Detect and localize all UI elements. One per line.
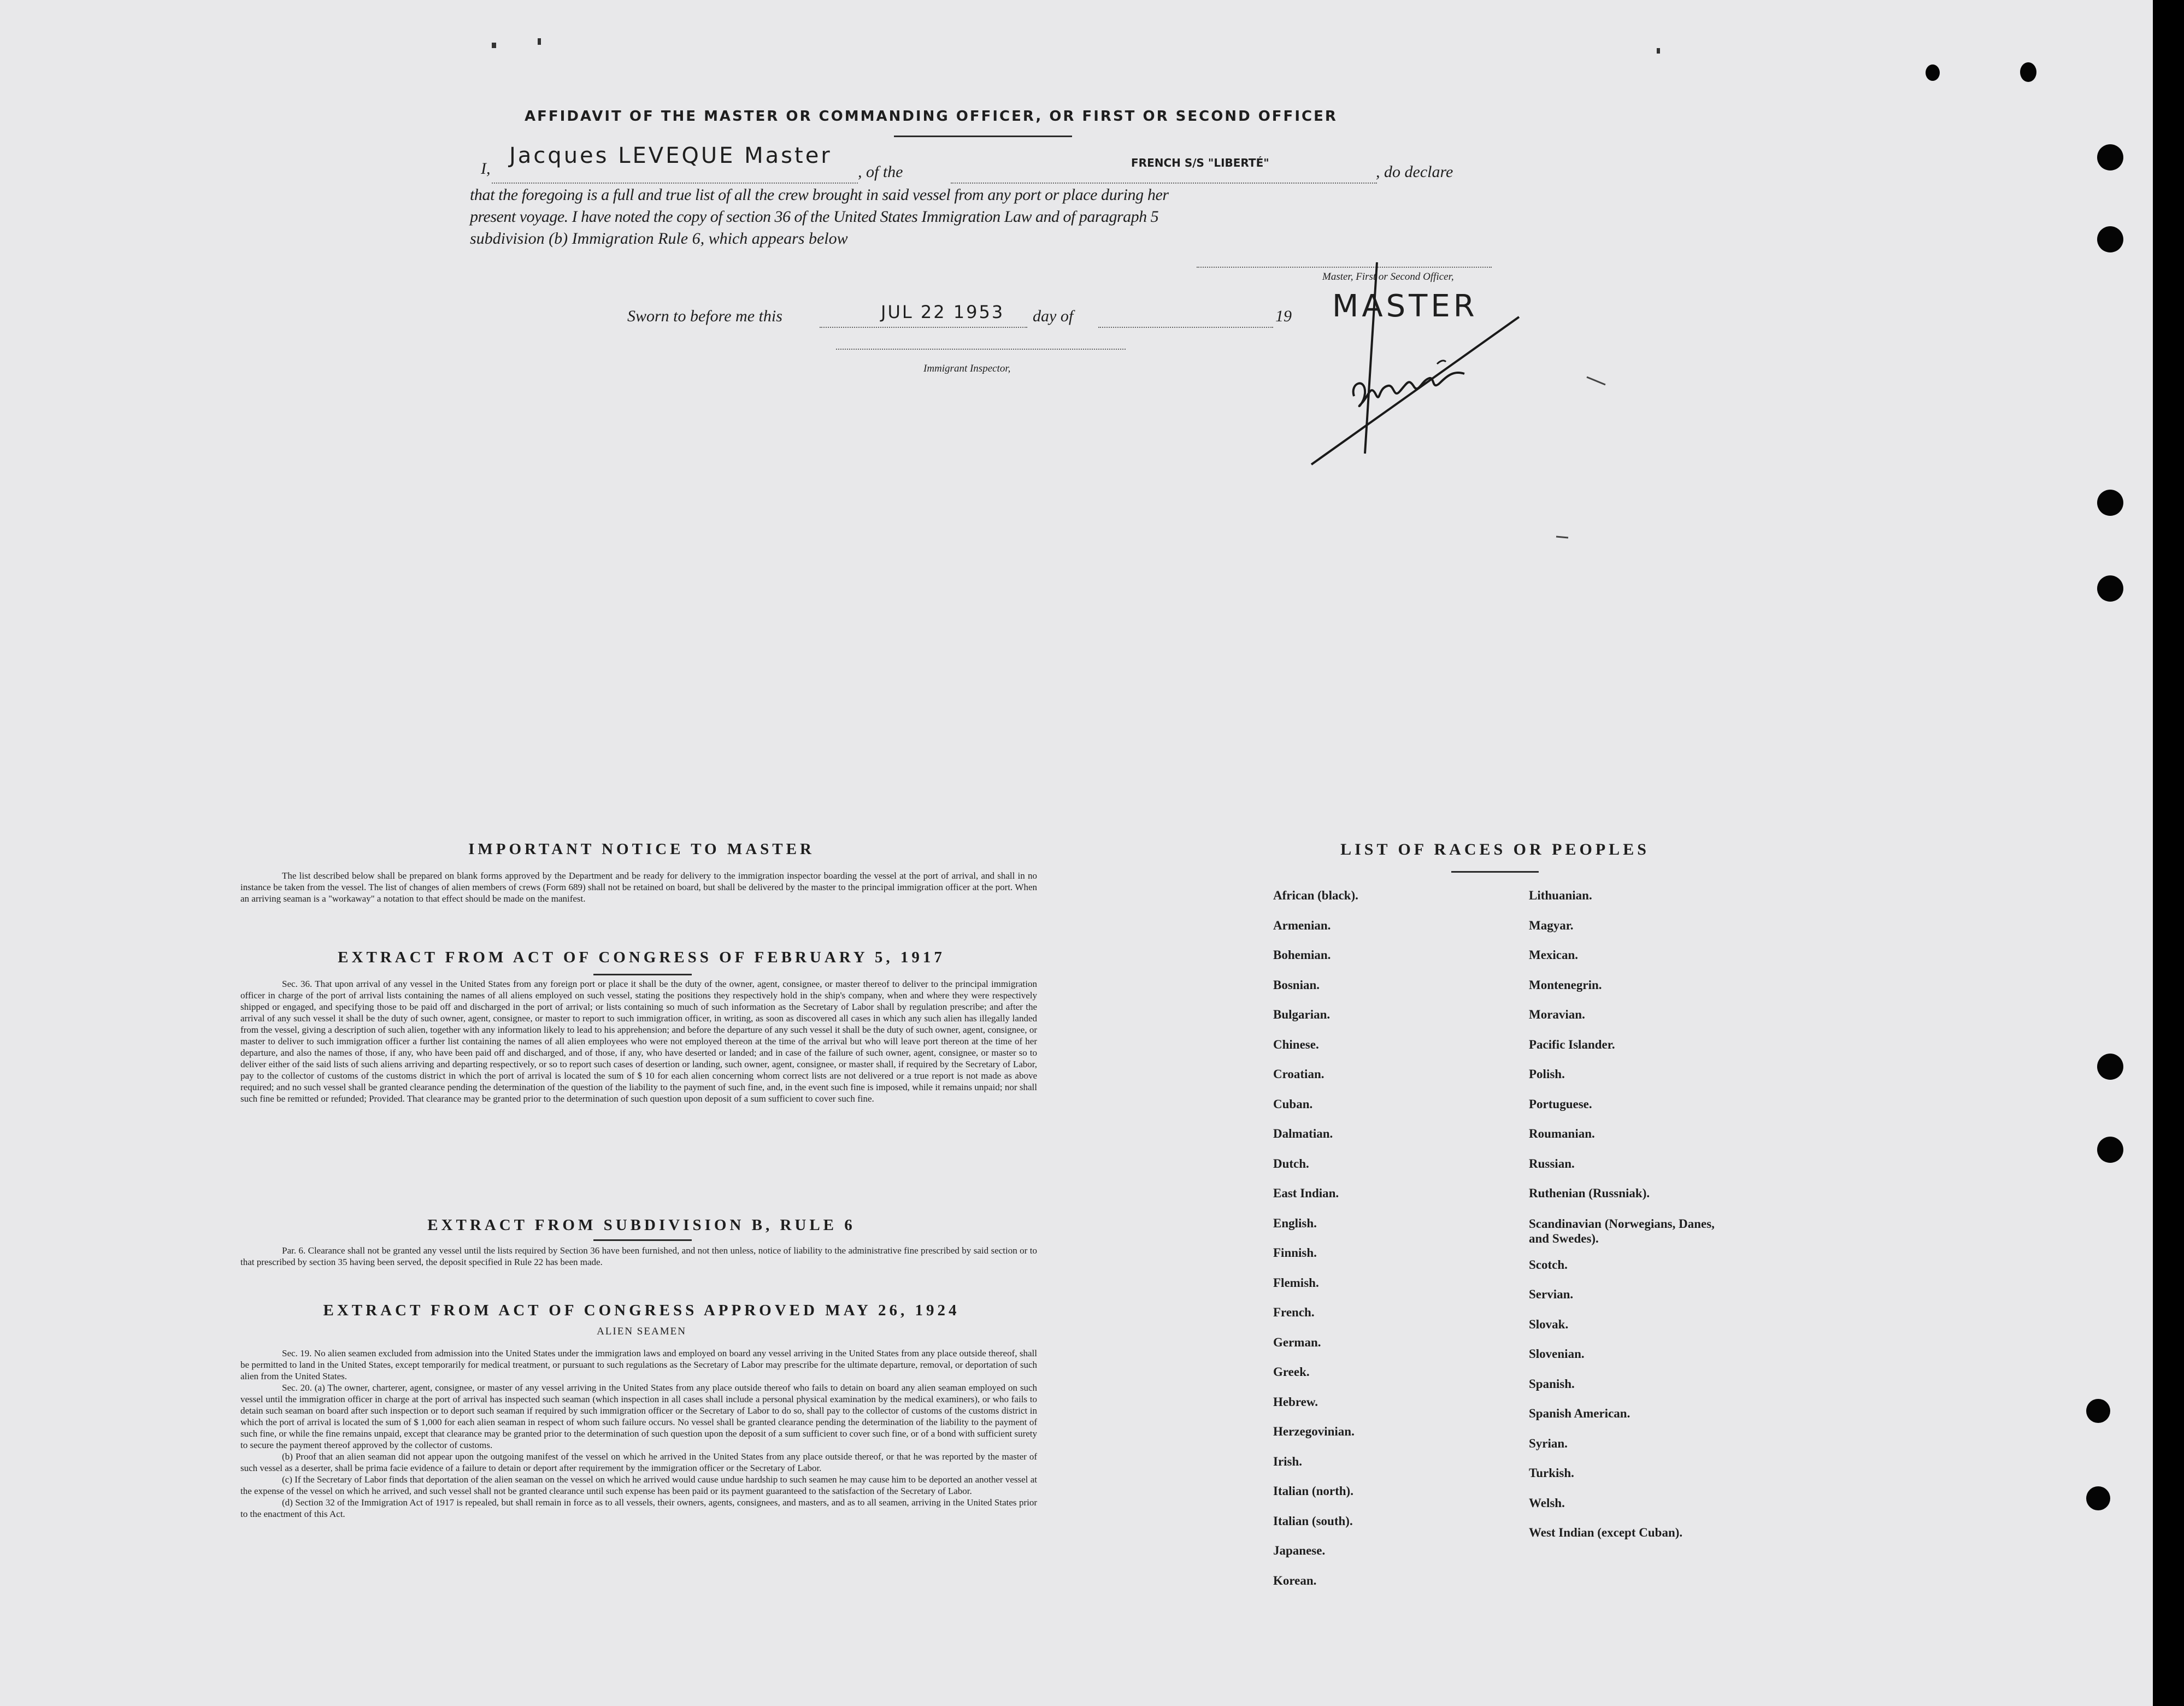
section-20c-paragraph: (c) If the Secretary of Labor finds that deportation of the alien seaman on the vessel on which he arrived would cause undue hardship to such seamen he may cause him to be deported an another vessel at the expense of the vessel on which he arrived, and such vessel shall not be granted clearance until such expense has been paid or its payment guaranteed to the satisfaction of the Secretary of Labor. xyxy=(240,1474,1037,1496)
race-entry: Bosnian. xyxy=(1273,978,1320,992)
extract-1917-rule xyxy=(593,974,692,975)
rule6-body: Par. 6. Clearance shall not be granted any vessel until the lists required by Section 36 have been furnished, and not then unless, notice of liability to the administrative fine prescribed by said section or to that prescribed by section 35 having been served, the deposit specified in Rule 22 has been made. xyxy=(240,1245,1037,1267)
race-entry: Cuban. xyxy=(1273,1097,1313,1111)
affidavit-line-3: present voyage. I have noted the copy of section 36 of the United States Immigration Law and of paragraph 5 xyxy=(470,208,1159,226)
alien-seamen-subtitle: ALIEN SEAMEN xyxy=(597,1326,686,1337)
race-entry: Scotch. xyxy=(1529,1257,1568,1272)
race-entry: Servian. xyxy=(1529,1287,1574,1301)
race-entry: African (black). xyxy=(1273,889,1358,902)
race-entry: Scandinavian (Norwegians, Danes, and Swedes). xyxy=(1529,1216,1715,1245)
affidavit-line-2: that the foregoing is a full and true list of all the crew brought in said vessel from any port or place during her xyxy=(470,186,1169,204)
race-entry: Greek. xyxy=(1273,1365,1310,1379)
race-entry: English. xyxy=(1273,1216,1317,1230)
captain-signature xyxy=(1300,257,1530,475)
race-entry: French. xyxy=(1273,1305,1315,1319)
race-entry: Syrian. xyxy=(1529,1436,1568,1450)
race-entry: Russian. xyxy=(1529,1156,1575,1170)
inspector-caption: Immigrant Inspector, xyxy=(923,363,1011,374)
punch-hole xyxy=(2097,490,2123,516)
speck xyxy=(492,43,496,48)
punch-hole xyxy=(2086,1399,2110,1423)
punch-hole xyxy=(2097,1137,2123,1163)
race-entry: Finnish. xyxy=(1273,1246,1317,1260)
sworn-label: Sworn to before me this xyxy=(627,307,782,325)
race-entry: Slovak. xyxy=(1529,1317,1569,1331)
declarant-prefix: I, xyxy=(481,160,491,178)
race-entry: Italian (south). xyxy=(1273,1514,1353,1528)
race-entry: Hebrew. xyxy=(1273,1395,1318,1409)
race-entry: Polish. xyxy=(1529,1067,1565,1081)
affidavit-line-4: subdivision (b) Immigration Rule 6, which appears below xyxy=(470,230,848,248)
race-entry: Chinese. xyxy=(1273,1037,1319,1051)
date-line xyxy=(820,327,1027,328)
race-entry: Bulgarian. xyxy=(1273,1008,1331,1021)
race-entry: Moravian. xyxy=(1529,1008,1585,1021)
races-title: LIST OF RACES OR PEOPLES xyxy=(1340,840,1650,858)
race-entry: Flemish. xyxy=(1273,1275,1319,1290)
race-entry: Italian (north). xyxy=(1273,1484,1353,1498)
declarant-line xyxy=(492,183,858,184)
race-entry: Turkish. xyxy=(1529,1466,1574,1480)
race-entry: Spanish. xyxy=(1529,1376,1575,1391)
extract-1924-body xyxy=(240,1348,1037,1520)
race-entry: Slovenian. xyxy=(1529,1347,1585,1361)
race-entry: Roumanian. xyxy=(1529,1127,1595,1140)
race-entry: Pacific Islander. xyxy=(1529,1037,1615,1051)
race-entry: Armenian. xyxy=(1273,918,1331,932)
race-entry: Welsh. xyxy=(1529,1496,1565,1510)
race-entry: Lithuanian. xyxy=(1529,889,1592,902)
do-declare-label: , do declare xyxy=(1376,163,1453,181)
punch-hole xyxy=(2020,62,2036,82)
section-20d-paragraph: (d) Section 32 of the Immigration Act of 1917 is repealed, but shall remain in force as to all vessels, their owners, agents, consignees, and masters, and as to all seamen, arriving in the United States prior to the enactment of this Act. xyxy=(240,1497,1037,1519)
punch-hole xyxy=(2097,1054,2123,1080)
speck xyxy=(1657,48,1660,54)
races-rule xyxy=(1451,871,1539,873)
affidavit-title: AFFIDAVIT OF THE MASTER OR COMMANDING OFFICER, OR FIRST OR SECOND OFFICER xyxy=(525,108,1338,125)
race-entry: Croatian. xyxy=(1273,1067,1324,1081)
races-right-column xyxy=(1529,889,1715,1556)
day-of-label: day of xyxy=(1033,307,1074,325)
extract-1917-title: EXTRACT FROM ACT OF CONGRESS OF FEBRUARY 5, 1917 xyxy=(338,949,945,966)
title-rule xyxy=(894,136,1072,137)
extract-1917-body: Sec. 36. That upon arrival of any vessel in the United States from any foreign port or place it shall be the duty of the owner, agent, consignee, or master thereof to deliver to the principal immigration officer in charge of the port of arrival lists containing the names of all aliens employed on such vessel, stating the positions they respectively hold in the ship's company, when and where they were respectively shipped or engaged, and specifying those to be paid off and discharged in the port of arrival; or lists containing so much of such information as the Secretary of Labor shall by regulation prescribe; and after the arrival of any such vessel it shall be the duty of such owner, agent, consignee, or master to report to such immigration officer, in writing, as soon as discovered all cases in which any such alien has illegally landed from the vessel, giving a description of such alien, together with any information likely to lead to his apprehension; and before the departure of any such vessel it shall be the duty of such owner, agent, consignee, or master to deliver to such immigration officer a further list containing the names of all alien employees who were not employed thereon at the time of the arrival but who will leave port thereon at the time of her departure, and also the names of those, if any, who have been paid off and discharged, and of those, if any, who have deserted or landed; and in case of the failure of such owner, agent, consignee, or master so to deliver either of the said lists of such aliens arriving and departing respectively, or so to report such cases of desertion or landing, such owner, agent, consignee, or master shall, if required by the Secretary of Labor, pay to the collector of customs of the customs district in which the port of arrival is located the sum of $ 10 for each alien concerning whom correct lists are not delivered or a true report is not made as above required; and no such vessel shall be granted clearance pending the determination of the question of the liability to the payment of such fine, and, in the event such fine is imposed, while it remains unpaid; nor shall such fine be remitted or refunded; Provided. That clearance may be granted prior to the determination of such question upon deposit of a sum sufficient to cover such fine. xyxy=(240,979,1037,1104)
race-entry: Irish. xyxy=(1273,1454,1303,1468)
race-entry: East Indian. xyxy=(1273,1186,1339,1200)
section-19-paragraph: Sec. 19. No alien seamen excluded from admission into the United States under the immigration laws and employed on board any vessel arriving in the United States from any place outside thereof, shall be permitted to land in the United States, except temporarily for medical treatment, or pursuant to such regulations as the Secretary of Labor may prescribe for the ultimate departure, removal, or deportation of such alien from the United States. xyxy=(240,1348,1037,1381)
punch-hole xyxy=(2097,226,2123,252)
of-the-label: , of the xyxy=(858,163,903,181)
speck xyxy=(538,38,541,45)
race-entry: Mexican. xyxy=(1529,948,1579,962)
race-entry: Japanese. xyxy=(1273,1544,1326,1557)
day-line xyxy=(1098,327,1273,328)
race-entry: German. xyxy=(1273,1335,1321,1349)
extract-1924-title: EXTRACT FROM ACT OF CONGRESS APPROVED MAY 26, 1924 xyxy=(323,1302,960,1319)
declarant-name: Jacques LEVEQUE Master xyxy=(509,143,832,168)
race-entry: Spanish American. xyxy=(1529,1407,1630,1420)
race-entry: Korean. xyxy=(1273,1573,1317,1587)
race-entry: Bohemian. xyxy=(1273,948,1331,962)
race-entry: Ruthenian (Russniak). xyxy=(1529,1186,1650,1200)
race-entry: Montenegrin. xyxy=(1529,978,1602,992)
section-20b-paragraph: (b) Proof that an alien seaman did not appear upon the outgoing manifest of the vessel on which he arrived in the United States from any place outside thereof, or that he was reported by the master of such vessel as a deserter, shall be prima facie evidence of a failure to detain or deport after requirement by the immigration officer or the Secretary of Labor. xyxy=(240,1451,1037,1473)
race-entry: Portuguese. xyxy=(1529,1097,1592,1111)
race-entry: West Indian (except Cuban). xyxy=(1529,1526,1683,1539)
punch-hole xyxy=(2097,144,2123,170)
punch-hole xyxy=(2086,1486,2110,1510)
rule6-title: EXTRACT FROM SUBDIVISION B, RULE 6 xyxy=(427,1216,856,1234)
stamp-date: JUL 22 1953 xyxy=(881,302,1005,322)
year-prefix: 19 xyxy=(1275,307,1292,325)
punch-hole xyxy=(1926,64,1940,81)
vessel-line xyxy=(951,183,1377,184)
officer-caption: Master, First or Second Officer, xyxy=(1322,271,1454,283)
rule6-rule xyxy=(593,1239,692,1241)
races-left-column xyxy=(1273,889,1503,1603)
inspector-line xyxy=(836,349,1126,350)
master-stamp: MASTER xyxy=(1332,289,1478,324)
race-entry: Magyar. xyxy=(1529,918,1574,932)
vessel-name: FRENCH S/S "LIBERTÉ" xyxy=(1131,156,1269,169)
punch-hole xyxy=(2097,575,2123,602)
pencil-marks xyxy=(1530,366,1639,552)
section-20a-paragraph: Sec. 20. (a) The owner, charterer, agent, consignee, or master of any vessel arriving in the United States from any place outside thereof who fails to detain on board any alien seaman employed on such vessel until the immigration officer in charge at the port of arrival has inspected such seaman (which inspection in all cases shall include a personal physical examination by the medical examiners), or who fails to detain such seaman on board after such inspection or to deport such seaman if required by such immigration officer or the Secretary of Labor to do so, shall pay to the collector of customs of the customs district in which the port of arrival is located the sum of $ 1,000 for each alien seaman in respect of whom such failure occurs. No vessel shall be granted clearance pending the determination of the liability to the payment of such fine, or while the fine remains unpaid, except that clearance may be granted prior to the determination of such question upon the deposit of a sum sufficient to cover such fine, or of a bond with sufficient surety to secure the payment thereof approved by the collector of customs. xyxy=(240,1383,1037,1450)
race-entry: Herzegovinian. xyxy=(1273,1425,1355,1438)
notice-body: The list described below shall be prepared on blank forms approved by the Department and be ready for delivery to the immigration inspector boarding the vessel at the port of arrival, and shall in no instance be taken from the vessel. The list of changes of alien members of crews (Form 689) shall not be retained on board, but shall be delivered by the master to the principal immigration officer at the port. When an arriving seaman is a "workaway" a notation to that effect should be made on the manifest. xyxy=(240,870,1037,904)
race-entry: Dalmatian. xyxy=(1273,1127,1333,1140)
race-entry: Dutch. xyxy=(1273,1156,1309,1170)
notice-title: IMPORTANT NOTICE TO MASTER xyxy=(468,840,815,858)
